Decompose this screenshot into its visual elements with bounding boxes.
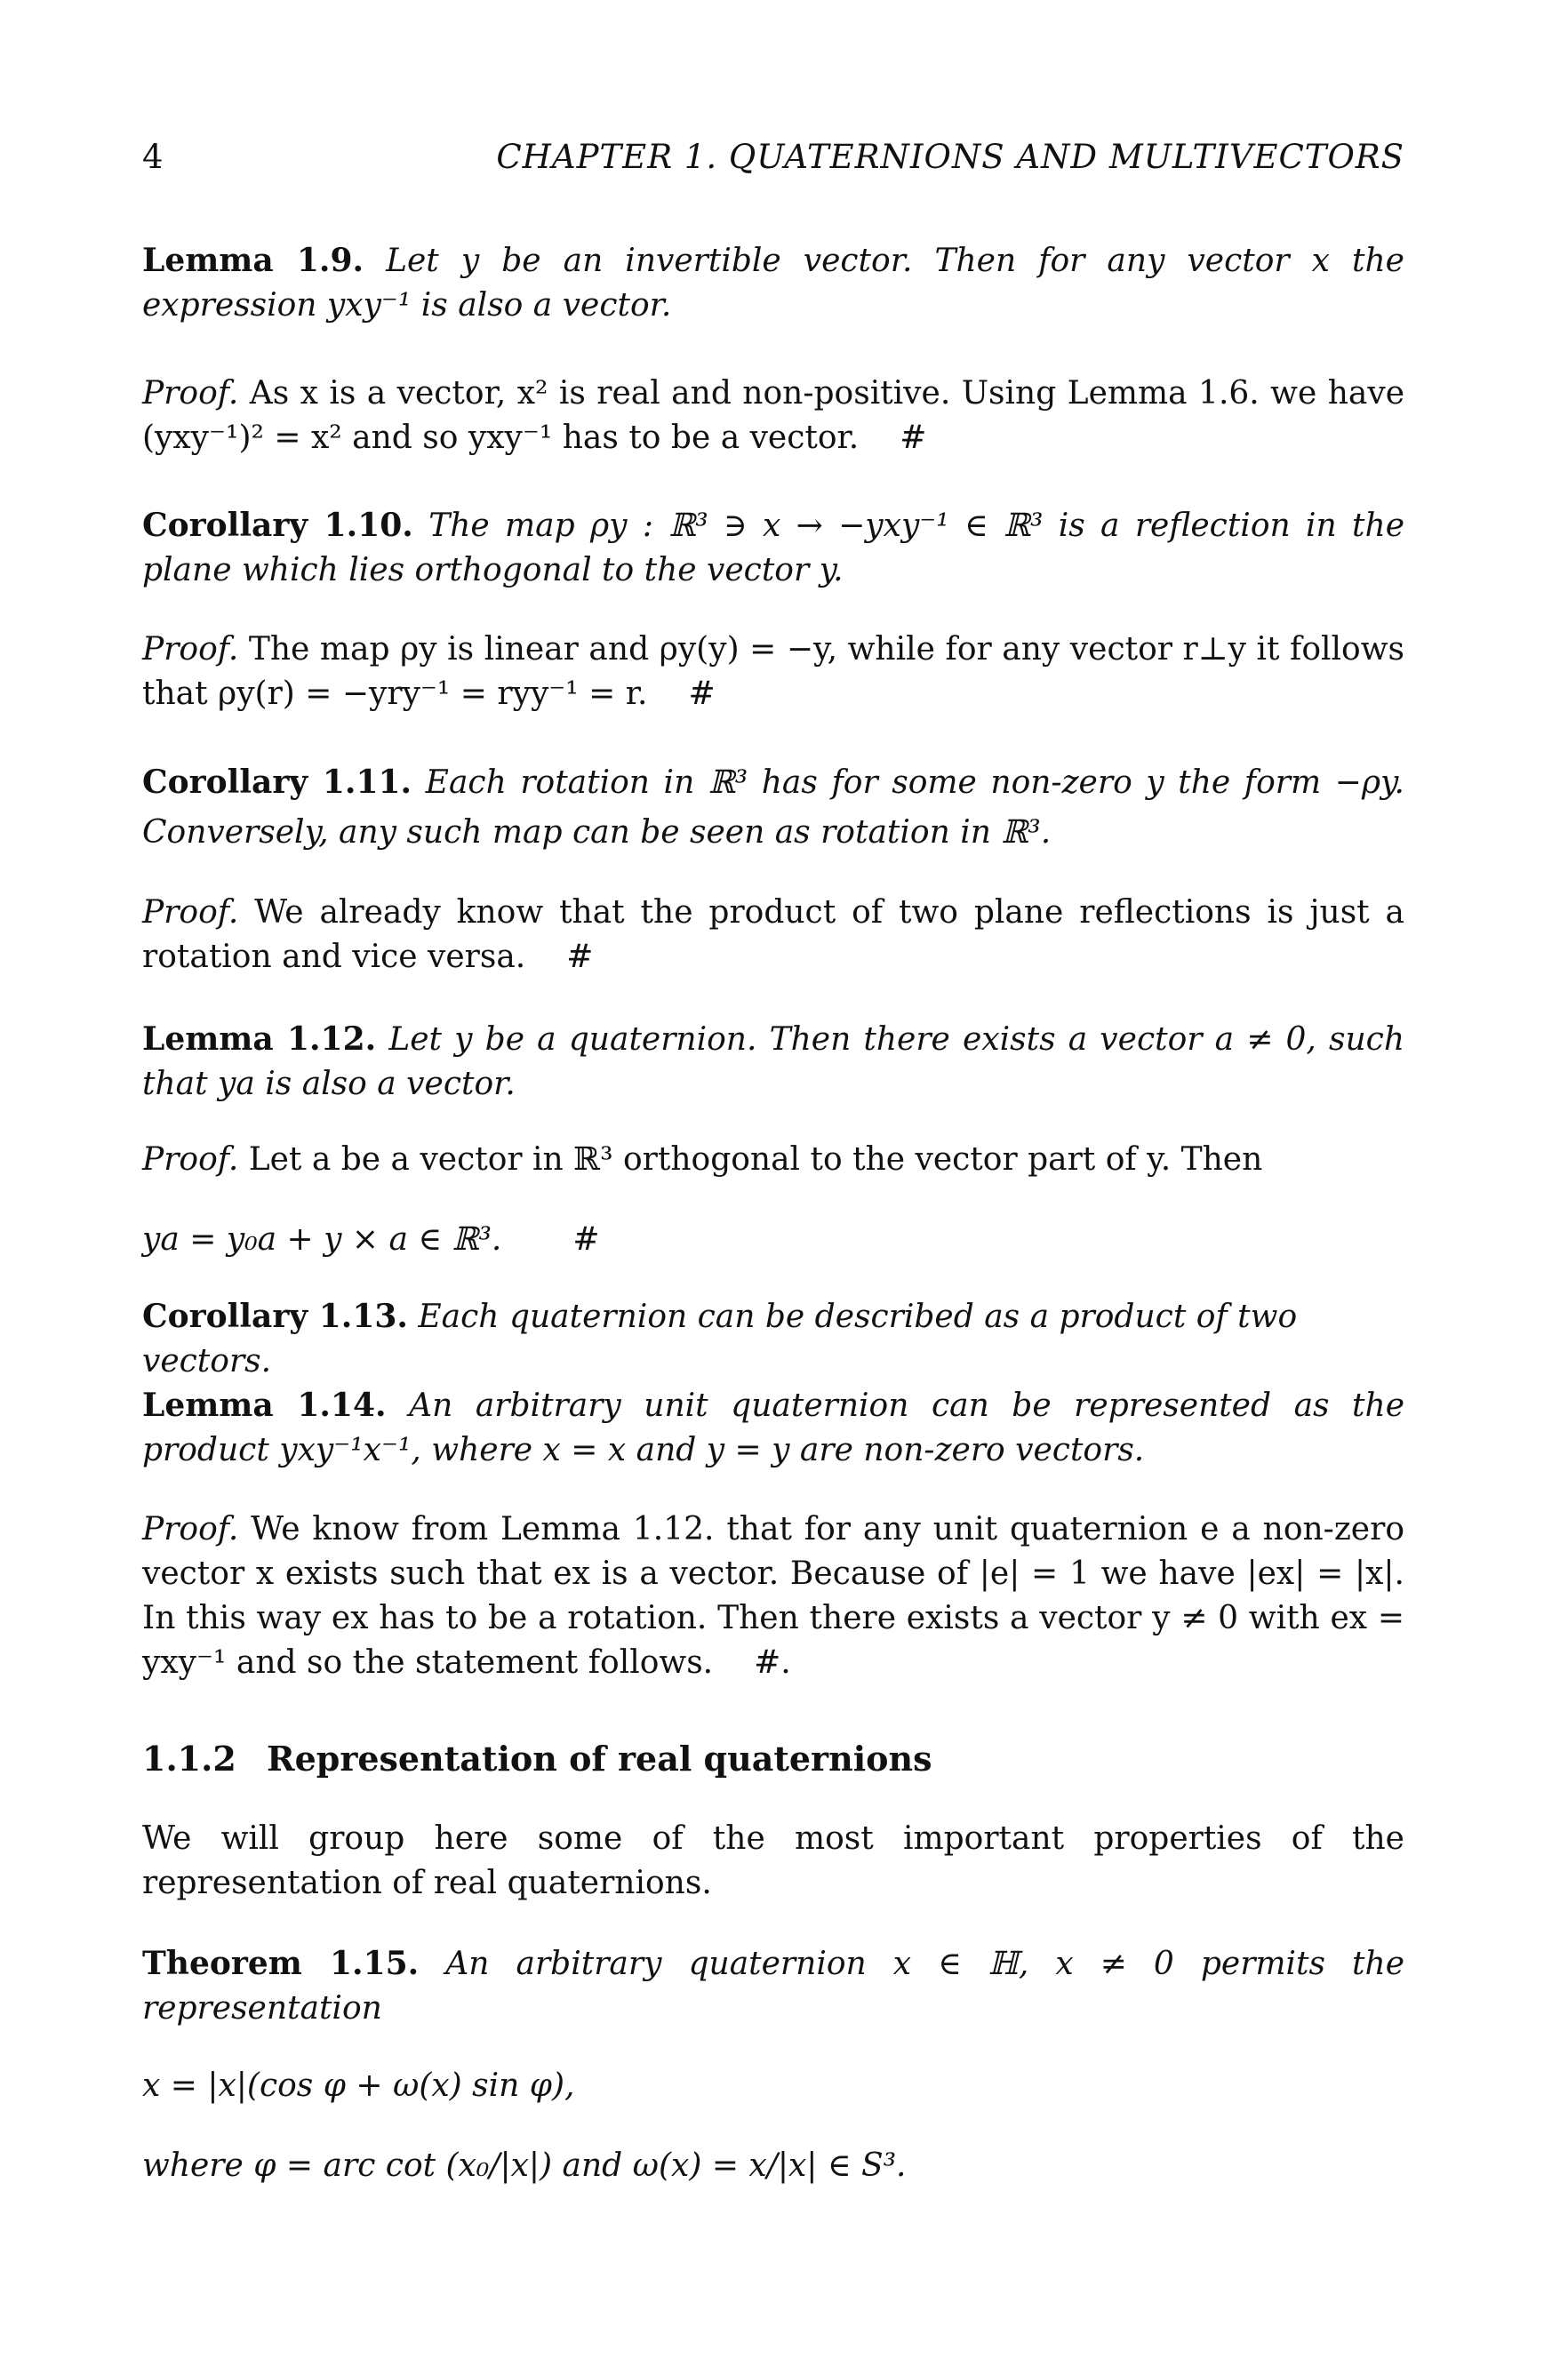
lemma-1-12 — [142, 1017, 1404, 1107]
lemma-statement: Let y be an invertible vector. Then for any vector x the expression yxy⁻¹ is also a vector. — [142, 243, 1404, 324]
qed-mark: # — [688, 676, 716, 712]
proof-text: The map ρy is linear and ρy(y) = −y, while for any vector r⊥y it follows that ρy(r) = −yry⁻¹ = ryy⁻¹ = r. — [142, 631, 1404, 712]
lemma-label: Lemma 1.12. — [142, 1020, 377, 1058]
proof-label: Proof. — [142, 631, 239, 668]
theorem-label: Theorem 1.15. — [142, 1945, 420, 1982]
proof-label: Proof. — [142, 894, 239, 931]
proof-text: We already know that the product of two plane reflections is just a rotation and vice versa. — [142, 894, 1404, 975]
section-heading — [142, 1737, 1404, 1783]
proof-text: Let a be a vector in ℝ³ orthogonal to the vector part of y. Then — [248, 1141, 1263, 1178]
running-title: CHAPTER 1. QUATERNIONS AND MULTIVECTORS — [496, 138, 1404, 176]
theorem-equation — [142, 2064, 1404, 2108]
running-head — [142, 135, 1404, 180]
proof-lemma-1-12 — [142, 1138, 1404, 1182]
corollary-label: Corollary 1.11. — [142, 764, 412, 801]
theorem-1-15 — [142, 1941, 1404, 2031]
corollary-statement: Each rotation in ℝ³ has for some non-zero y the form −ρy. Conversely, any such map can be seen as rotation in ℝ³. — [142, 764, 1405, 851]
corollary-label: Corollary 1.10. — [142, 507, 413, 544]
section-intro-text: We will group here some of the most important properties of the representation of real quaternions. — [142, 1820, 1404, 1901]
lemma-statement: Let y be a quaternion. Then there exists a vector a ≠ 0, such that ya is also a vector. — [142, 1021, 1405, 1102]
proof-text: As x is a vector, x² is real and non-positive. Using Lemma 1.6. we have (yxy⁻¹)² = x² and so yxy⁻¹ has to be a vector. — [142, 375, 1405, 456]
qed-mark: # — [566, 939, 594, 975]
proof-corollary-1-10 — [142, 628, 1404, 716]
theorem-where — [142, 2144, 1404, 2188]
proof-text: We know from Lemma 1.12. that for any unit quaternion e a non-zero vector x exists such that ex is a vector. Because of |e| = 1 we have |ex| = |x|. In this way ex has to be a rotation. Then there exists a vector y ≠ 0 with ex = yxy⁻¹ and so the statement follows. — [142, 1511, 1404, 1681]
lemma-label: Lemma 1.9. — [142, 242, 364, 279]
qed-mark: #. — [754, 1644, 791, 1681]
proof-lemma-1-9 — [142, 372, 1404, 460]
corollary-1-11 — [142, 757, 1404, 858]
equation: x = |x|(cos φ + ω(x) sin φ), — [142, 2067, 575, 2104]
lemma-statement: An arbitrary unit quaternion can be represented as the product yxy⁻¹x⁻¹, where x = x and y = y are non-zero vectors. — [142, 1387, 1405, 1468]
corollary-1-13 — [142, 1294, 1404, 1384]
proof-label: Proof. — [142, 1141, 239, 1178]
proof-label: Proof. — [142, 375, 239, 412]
section-title: Representation of real quaternions — [267, 1739, 932, 1779]
qed-mark: # — [572, 1221, 600, 1258]
where-clause: where φ = arc cot (x₀/|x|) and ω(x) = x/|x| ∈ S³. — [142, 2147, 907, 2184]
proof-lemma-1-14 — [142, 1507, 1404, 1685]
section-intro — [142, 1817, 1404, 1906]
lemma-label: Lemma 1.14. — [142, 1387, 387, 1424]
qed-mark: # — [900, 420, 927, 456]
proof-corollary-1-11 — [142, 891, 1404, 980]
corollary-statement: The map ρy : ℝ³ ∋ x → −yxy⁻¹ ∈ ℝ³ is a reflection in the plane which lies orthogonal to the vector y. — [142, 508, 1405, 588]
theorem-statement: An arbitrary quaternion x ∈ ℍ, x ≠ 0 permits the representation — [142, 1946, 1404, 2027]
equation-ya — [142, 1218, 1404, 1262]
corollary-label: Corollary 1.13. — [142, 1298, 408, 1335]
lemma-1-14 — [142, 1383, 1404, 1473]
corollary-statement: Each quaternion can be described as a product of two vectors. — [142, 1299, 1298, 1379]
equation: ya = y₀a + y × a ∈ ℝ³. — [142, 1221, 502, 1258]
corollary-1-10 — [142, 503, 1404, 593]
lemma-1-9 — [142, 238, 1404, 328]
page-number: 4 — [142, 138, 164, 176]
proof-label: Proof. — [142, 1511, 239, 1547]
section-number: 1.1.2 — [142, 1739, 236, 1779]
